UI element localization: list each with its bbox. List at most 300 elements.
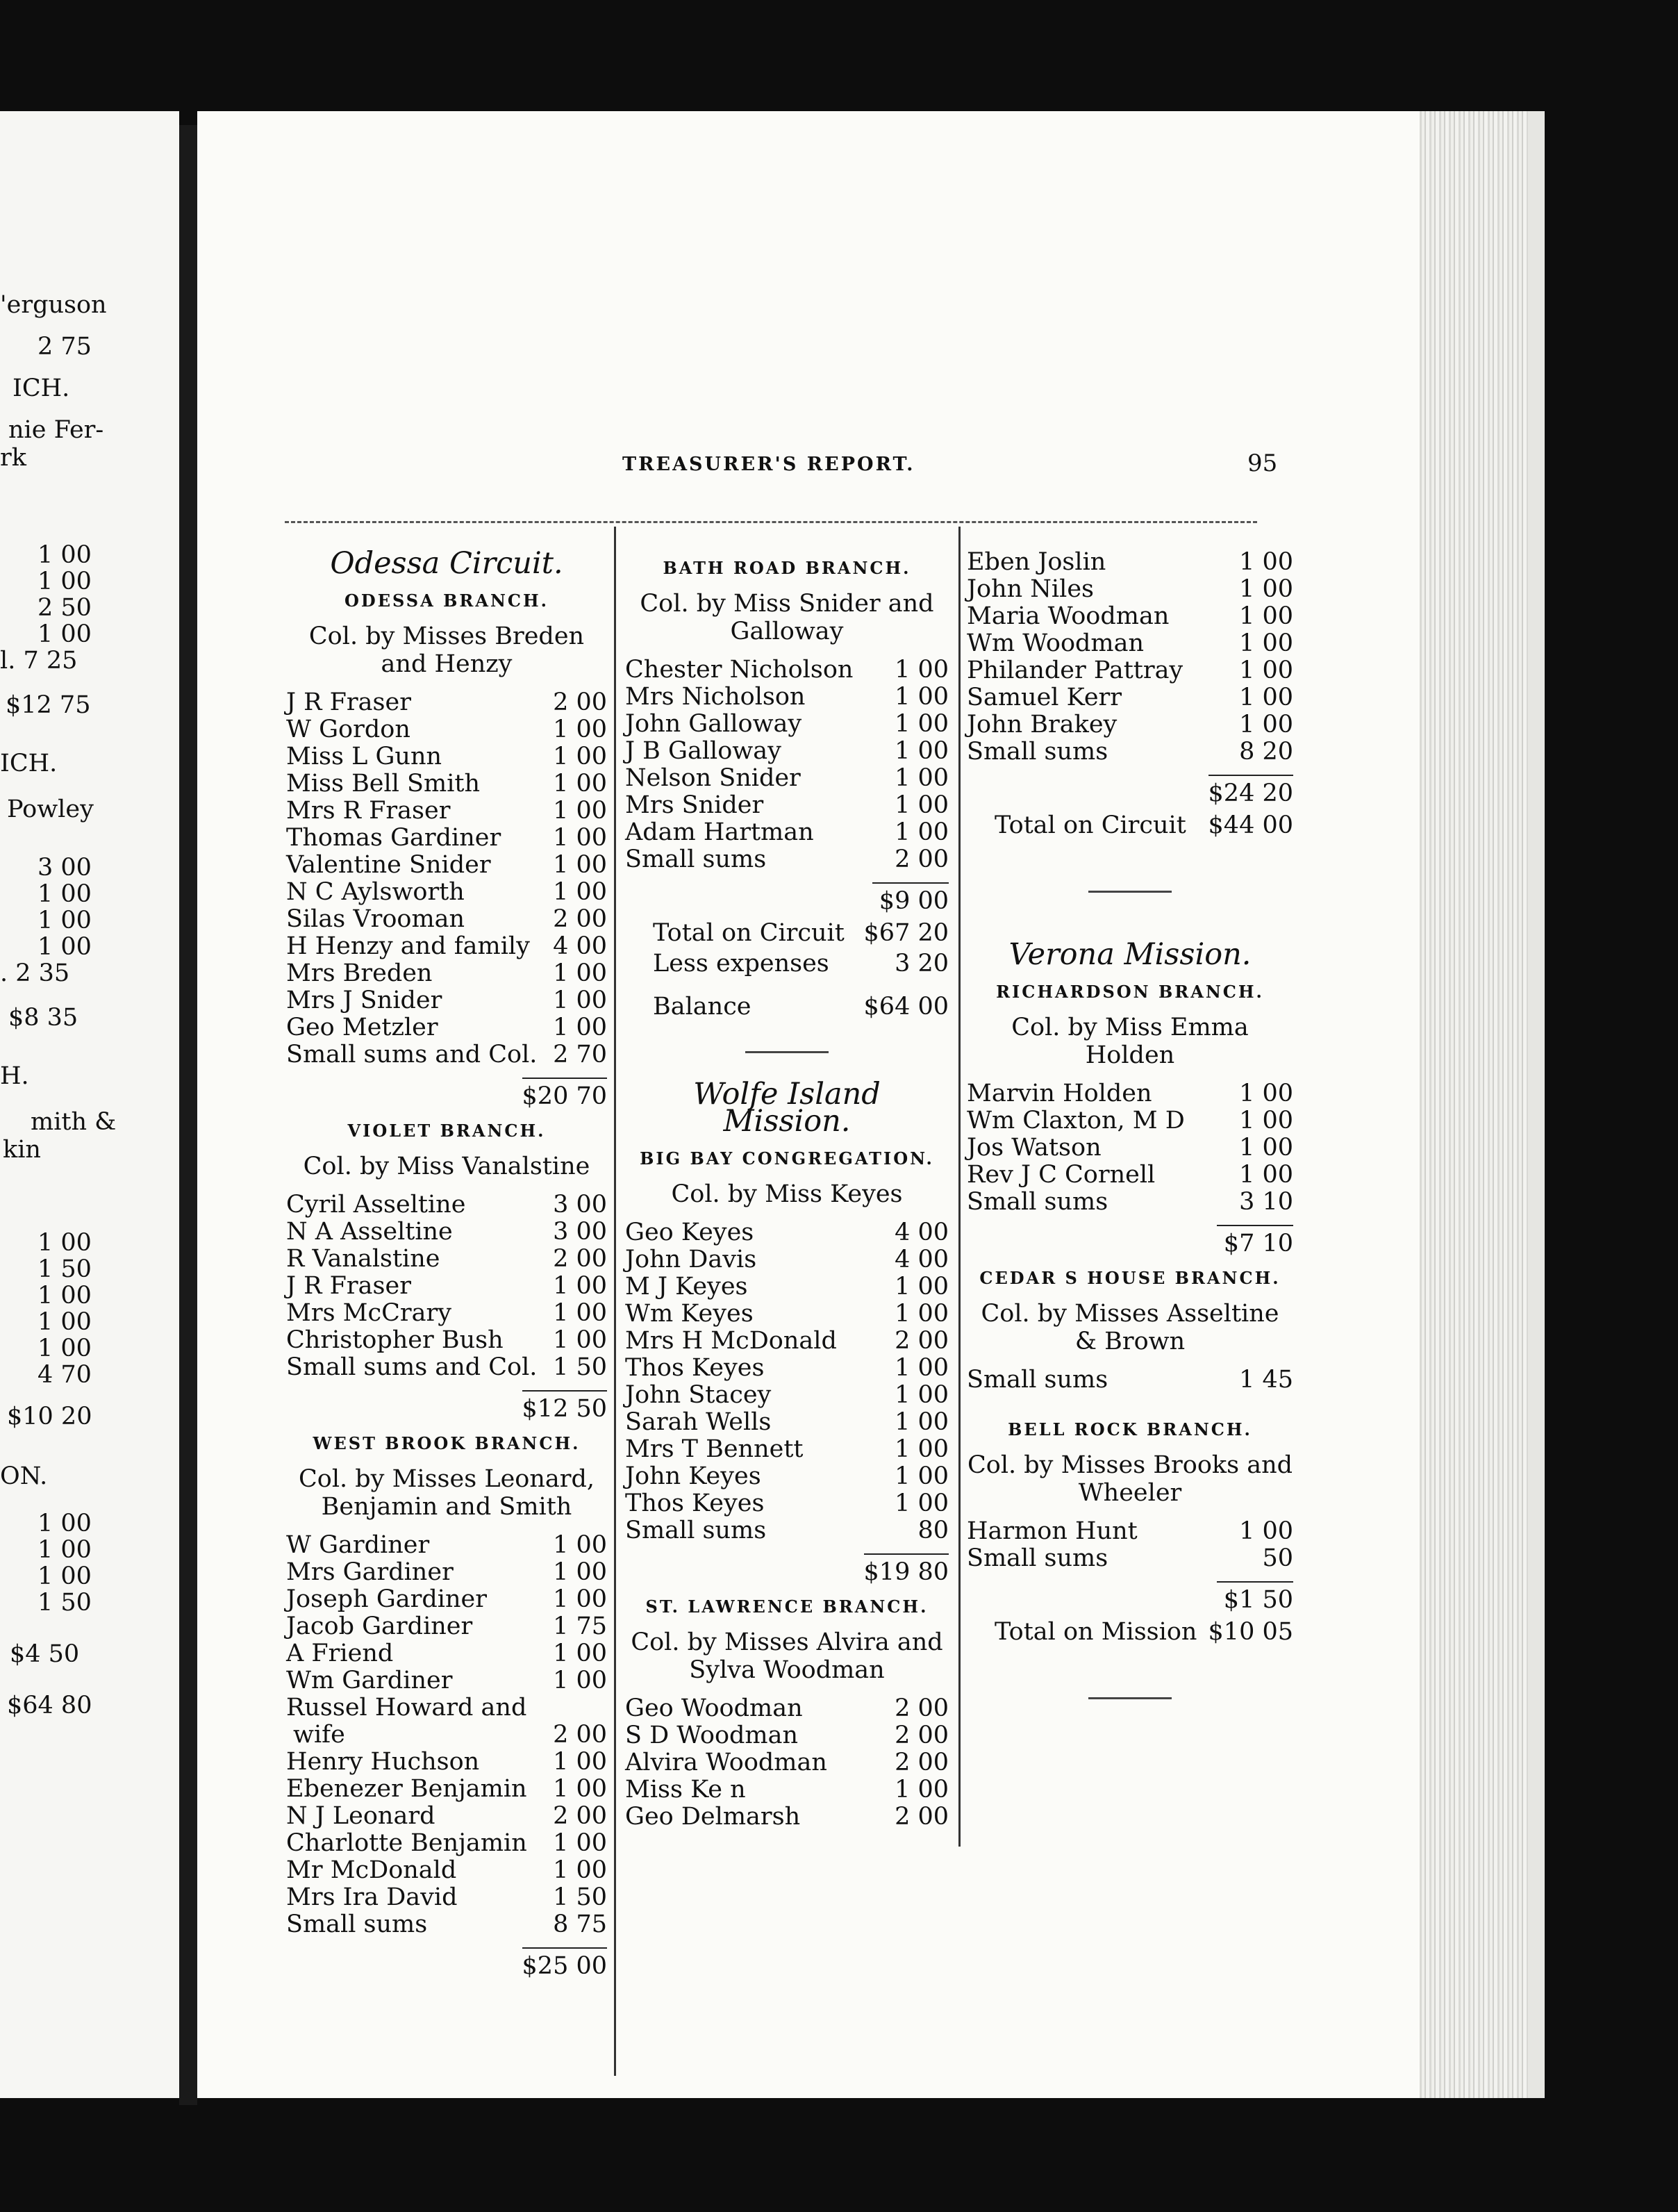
entry-name: John Brakey (967, 711, 1118, 738)
entry-name: Geo Metzler (286, 1014, 438, 1041)
entry-amount: 1 00 (895, 1381, 949, 1409)
entry-amount: 2 00 (895, 1722, 949, 1749)
entry-amount: 2 00 (895, 1803, 949, 1831)
entry-name: H Henzy and family (286, 932, 530, 960)
entry-amount: 1 00 (553, 770, 607, 798)
entry-name: Jacob Gardiner (286, 1612, 473, 1640)
entry-row (286, 1667, 607, 1694)
entry-amount: 1 00 (553, 987, 607, 1014)
entry-amount: 1 00 (553, 1775, 607, 1803)
entry-name: Mrs Snider (625, 791, 764, 819)
left-page-line: 1 00 (38, 1562, 92, 1590)
entry-amount: 1 00 (1239, 1134, 1293, 1162)
entry-row (286, 1273, 607, 1300)
entry-row (286, 1613, 607, 1640)
entry-amount: 4 00 (895, 1246, 949, 1273)
entry-row (286, 852, 607, 879)
entry-amount: 1 00 (895, 1489, 949, 1517)
entry-name: Small sums (286, 1910, 428, 1938)
entry-row (967, 1367, 1293, 1394)
left-page-line: 2 75 (38, 333, 92, 361)
entry-name: John Davis (625, 1246, 757, 1273)
entry-amount: 1 00 (553, 1326, 607, 1354)
entry-name: Joseph Gardiner (286, 1585, 487, 1613)
entry-amount: 1 00 (553, 824, 607, 852)
entry-name: Mrs J Snider (286, 987, 442, 1014)
entry-list (625, 1219, 949, 1544)
entry-name: Henry Huchson (286, 1748, 480, 1776)
entry-amount: 2 00 (553, 688, 607, 716)
entry-row (625, 1382, 949, 1409)
entry-name: N J Leonard (286, 1802, 435, 1830)
entry-name: Small sums and Col. (286, 1041, 538, 1068)
collector-line: Col. by Miss Vanalstine (303, 1153, 590, 1180)
entry-row (625, 1436, 949, 1463)
entry-row (286, 1354, 607, 1381)
left-page-line: 1 00 (38, 907, 92, 934)
entry-amount: 2 70 (553, 1041, 607, 1068)
entry-row (286, 770, 607, 798)
entry-row (286, 987, 607, 1014)
entry-amount: 8 20 (1239, 738, 1293, 766)
entry-amount: 1 00 (895, 656, 949, 684)
entry-amount: 2 00 (895, 1694, 949, 1722)
entry-name: Miss L Gunn (286, 743, 442, 770)
entry-name: Small sums (967, 1188, 1108, 1216)
page-edge-shade (1528, 111, 1545, 2098)
left-page-line: 1 00 (38, 880, 92, 908)
entry-row (967, 1134, 1293, 1162)
left-page-fragment (0, 111, 179, 2098)
branch-heading: CEDAR S HOUSE BRANCH. (979, 1268, 1281, 1288)
entry-amount: 1 00 (895, 737, 949, 765)
left-page-line: Powley (7, 795, 94, 823)
entry-row (625, 819, 949, 846)
collector-line: Col. by Misses Asseltine & Brown (981, 1300, 1279, 1355)
entry-row (625, 1273, 949, 1301)
left-page-line: 1 00 (38, 568, 92, 595)
entry-name: Maria Woodman (967, 602, 1170, 630)
entry-name: W Gordon (286, 716, 410, 743)
left-page-line: 'erguson (0, 291, 107, 319)
left-page-line: $10 20 (7, 1403, 92, 1430)
column-3 (967, 549, 1293, 1748)
entry-row (967, 549, 1293, 576)
entry-row (286, 960, 607, 987)
entry-amount: 1 00 (553, 1829, 607, 1857)
entry-amount: 1 00 (895, 1354, 949, 1382)
entry-row (286, 798, 607, 825)
entry-amount: 1 00 (553, 1640, 607, 1667)
entry-name: Miss Bell Smith (286, 770, 480, 798)
entry-amount: 1 00 (553, 1856, 607, 1884)
entry-amount: 1 00 (895, 683, 949, 711)
entry-name: J B Galloway (625, 737, 781, 765)
entry-amount: 8 75 (553, 1910, 607, 1938)
entry-name: John Keyes (625, 1462, 761, 1490)
entry-amount: 1 00 (553, 1014, 607, 1041)
entry-row (286, 1640, 607, 1667)
entry-amount: 1 00 (1239, 684, 1293, 711)
left-page-line: rk (0, 444, 26, 472)
entry-row (625, 738, 949, 765)
entry-row (286, 1559, 607, 1586)
entry-amount: 1 00 (1239, 548, 1293, 576)
left-page-line: l. 7 25 (0, 647, 78, 675)
entry-name: Small sums (967, 738, 1108, 766)
entry-amount: 1 00 (553, 959, 607, 987)
entry-amount: 1 00 (895, 1408, 949, 1436)
entry-row (625, 1219, 949, 1246)
entry-amount: 1 00 (895, 791, 949, 819)
branch-heading: BELL ROCK BRANCH. (1008, 1419, 1252, 1439)
entry-name: Silas Vrooman (286, 905, 465, 933)
entry-row (967, 711, 1293, 738)
collector-line: Col. by Miss Keyes (671, 1180, 903, 1208)
entry-amount: 1 50 (553, 1353, 607, 1381)
entry-row (286, 906, 607, 933)
entry-name: S D Woodman (625, 1722, 799, 1749)
entry-row (967, 657, 1293, 684)
entry-row (286, 1041, 607, 1068)
entry-amount: 2 00 (553, 1721, 607, 1749)
entry-name: Wm Claxton, M D (967, 1107, 1185, 1134)
entry-row (286, 1300, 607, 1327)
left-page-line: 4 70 (38, 1361, 92, 1389)
left-page-line: 1 00 (38, 1229, 92, 1257)
entry-amount: 1 00 (553, 1299, 607, 1327)
entry-row (286, 689, 607, 716)
entry-name: Mrs R Fraser (286, 797, 451, 825)
entry-name: Harmon Hunt (967, 1517, 1138, 1545)
entry-name: Mrs Gardiner (286, 1558, 454, 1586)
entry-name: A Friend (286, 1640, 394, 1667)
entry-name: J R Fraser (286, 688, 411, 716)
left-page-line: 1 00 (38, 1510, 92, 1537)
book-gutter (179, 125, 197, 2105)
entry-amount: 1 00 (895, 710, 949, 738)
left-page-line: 1 00 (38, 541, 92, 569)
entry-name: Small sums (967, 1544, 1108, 1572)
entry-row (625, 792, 949, 819)
branch-subtotal: $20 70 (286, 1075, 607, 1112)
entry-name: Mrs Nicholson (625, 683, 806, 711)
entry-amount: 1 00 (1239, 602, 1293, 630)
entry-amount: 2 00 (895, 845, 949, 873)
column-2 (625, 549, 949, 1831)
left-page-line: 2 50 (38, 594, 92, 622)
entry-row (967, 1545, 1293, 1572)
entry-row (286, 933, 607, 960)
entry-amount: 1 00 (1239, 629, 1293, 657)
branch-heading: BATH ROAD BRANCH. (663, 558, 911, 578)
section-divider (745, 1051, 829, 1053)
entry-amount: 1 00 (553, 851, 607, 879)
section-divider (1088, 891, 1172, 893)
entry-row (286, 1694, 607, 1722)
entry-row (286, 1803, 607, 1830)
entry-name: Marvin Holden (967, 1080, 1152, 1107)
left-page-line: $8 35 (8, 1004, 78, 1032)
entry-amount: 1 00 (1239, 1161, 1293, 1189)
entry-amount: 1 00 (553, 1667, 607, 1694)
entry-name: R Vanalstine (286, 1245, 440, 1273)
column-divider (958, 527, 961, 1847)
collector-line: Col. by Misses Brooks and Wheeler (967, 1451, 1293, 1507)
entry-row (967, 738, 1293, 766)
entry-row (625, 765, 949, 792)
entry-amount: 2 00 (895, 1327, 949, 1355)
collector-line: Col. by Misses Alvira and Sylva Woodman (631, 1628, 943, 1684)
entry-name: Mr McDonald (286, 1856, 457, 1884)
entry-amount: 1 00 (895, 1435, 949, 1463)
expenses-row: Less expenses 3 20 (653, 949, 949, 977)
entry-name: Charlotte Benjamin (286, 1829, 527, 1857)
collector-line: Col. by Misses Breden and Henzy (308, 622, 585, 678)
left-page-line: 1 50 (38, 1255, 92, 1283)
entry-amount: 1 00 (1239, 575, 1293, 603)
entry-row (625, 1490, 949, 1517)
circuit-total: Total on Circuit $67 20 (653, 918, 949, 947)
left-page-line: $4 50 (10, 1640, 80, 1668)
entry-amount: 3 00 (553, 1191, 607, 1219)
entry-name: J R Fraser (286, 1272, 411, 1300)
mission-heading: Verona Mission. (1008, 937, 1252, 972)
entry-row (625, 1517, 949, 1544)
branch-heading: ODESSA BRANCH. (344, 591, 549, 611)
entry-list (967, 1518, 1293, 1572)
collector-line: Col. by Misses Leonard, Benjamin and Smith (298, 1465, 595, 1521)
entry-row (286, 1857, 607, 1884)
entry-name: Mrs H McDonald (625, 1327, 837, 1355)
left-page-line: ICH. (0, 750, 58, 777)
entry-row (286, 1722, 607, 1749)
entry-name: Adam Hartman (625, 818, 814, 846)
entry-row (286, 1532, 607, 1559)
entry-name: Ebenezer Benjamin (286, 1775, 527, 1803)
entry-row (625, 1301, 949, 1328)
entry-name: W Gardiner (286, 1531, 430, 1559)
entry-amount: 1 00 (895, 1300, 949, 1328)
entry-row (625, 1355, 949, 1382)
entry-amount: 3 10 (1239, 1188, 1293, 1216)
left-page-line: H. (0, 1062, 29, 1090)
entry-row (625, 711, 949, 738)
left-page-line: 1 00 (38, 1335, 92, 1362)
entry-row (625, 1776, 949, 1804)
entry-row (286, 1246, 607, 1273)
entry-name: Christopher Bush (286, 1326, 504, 1354)
branch-subtotal: $24 20 (967, 773, 1293, 809)
entry-amount: 1 00 (895, 1776, 949, 1804)
entry-name: Mrs Ira David (286, 1883, 458, 1911)
entry-list (625, 657, 949, 873)
entry-row (286, 743, 607, 770)
entry-row (625, 846, 949, 873)
entry-amount: 1 00 (895, 764, 949, 792)
entry-amount: 4 00 (553, 932, 607, 960)
entry-row (967, 1518, 1293, 1545)
entry-name: Miss Ke n (625, 1776, 746, 1804)
entry-amount: 1 00 (553, 743, 607, 770)
circuit-heading: Odessa Circuit. (330, 546, 563, 581)
entry-list (967, 1367, 1293, 1394)
entry-row (286, 1191, 607, 1219)
branch-heading: RICHARDSON BRANCH. (996, 982, 1264, 1002)
entry-row (625, 684, 949, 711)
entry-row (625, 1246, 949, 1273)
entry-name: Russel Howard and (286, 1694, 527, 1722)
entry-row (967, 1162, 1293, 1189)
entry-row (286, 1911, 607, 1938)
entry-name: Nelson Snider (625, 764, 801, 792)
entry-name: Geo Delmarsh (625, 1803, 801, 1831)
entry-name: John Stacey (625, 1381, 772, 1409)
branch-heading: VIOLET BRANCH. (347, 1121, 546, 1141)
entry-name: Small sums (967, 1366, 1108, 1394)
left-page-line: kin (3, 1136, 41, 1164)
entry-row (967, 1107, 1293, 1134)
entry-name: N A Asseltine (286, 1218, 453, 1246)
left-page-line: ICH. (13, 374, 70, 402)
entry-name: N C Aylsworth (286, 878, 465, 906)
entry-name: Wm Woodman (967, 629, 1145, 657)
left-page-line: nie Fer- (8, 416, 104, 444)
branch-subtotal: $9 00 (625, 880, 949, 916)
entry-row (625, 1328, 949, 1355)
entry-amount: 1 00 (1239, 657, 1293, 684)
entry-amount: 1 00 (553, 878, 607, 906)
entry-list (286, 1191, 607, 1381)
branch-heading: BIG BAY CONGREGATION. (640, 1148, 934, 1169)
entry-amount: 1 00 (895, 818, 949, 846)
entry-amount: 1 00 (553, 1272, 607, 1300)
page-number: 95 (1247, 449, 1278, 477)
entry-list (625, 1695, 949, 1831)
entry-amount: 2 00 (553, 1245, 607, 1273)
entry-row (286, 1776, 607, 1803)
entry-name: Thos Keyes (625, 1354, 765, 1382)
left-page-line: $12 75 (6, 691, 91, 719)
branch-subtotal: $7 10 (967, 1223, 1293, 1259)
entry-name: Eben Joslin (967, 548, 1106, 576)
entry-row (286, 1219, 607, 1246)
entry-name: Small sums (625, 1517, 767, 1544)
entry-row (967, 684, 1293, 711)
entry-name: Wm Gardiner (286, 1667, 453, 1694)
entry-row (286, 879, 607, 906)
entry-row (286, 1830, 607, 1857)
entry-row (625, 1722, 949, 1749)
left-page-line: 1 50 (38, 1589, 92, 1617)
entry-amount: 2 00 (553, 905, 607, 933)
entry-name: Thos Keyes (625, 1489, 765, 1517)
page-edges (1420, 111, 1545, 2098)
entry-amount: 1 50 (553, 1883, 607, 1911)
entry-row (625, 1804, 949, 1831)
entry-list (286, 689, 607, 1068)
column-1 (286, 542, 607, 1981)
entry-name: Wm Keyes (625, 1300, 754, 1328)
entry-name: Jos Watson (967, 1134, 1102, 1162)
entry-amount: 1 00 (1239, 1107, 1293, 1134)
entry-name: John Galloway (625, 710, 802, 738)
entry-name: Mrs T Bennett (625, 1435, 804, 1463)
entry-name: Cyril Asseltine (286, 1191, 466, 1219)
entry-amount (540, 1694, 607, 1722)
entry-row (967, 1189, 1293, 1216)
entry-amount: 4 00 (895, 1219, 949, 1246)
entry-row (286, 1014, 607, 1041)
entry-row (286, 1884, 607, 1911)
entry-row (625, 1409, 949, 1436)
mission-heading: Wolfe Island Mission. (693, 1077, 881, 1139)
entry-name: Alvira Woodman (625, 1749, 827, 1776)
entry-name: Small sums and Col. (286, 1353, 538, 1381)
branch-heading: WEST BROOK BRANCH. (313, 1433, 581, 1453)
running-title: TREASURER'S REPORT. (622, 454, 915, 475)
entry-name: Philander Pattray (967, 657, 1183, 684)
entry-name: M J Keyes (625, 1273, 748, 1301)
left-page-line: 1 00 (38, 1282, 92, 1310)
entry-name: Thomas Gardiner (286, 824, 501, 852)
entry-name: Sarah Wells (625, 1408, 772, 1436)
left-page-line: 1 00 (38, 620, 92, 648)
branch-subtotal: $1 50 (967, 1579, 1293, 1615)
entry-amount: 1 00 (553, 1531, 607, 1559)
left-page-line: 3 00 (38, 854, 92, 882)
entry-row (967, 576, 1293, 603)
left-page-line: ON. (0, 1462, 48, 1490)
column-divider (614, 527, 616, 2076)
entry-row (967, 1080, 1293, 1107)
entry-amount: 1 00 (1239, 1080, 1293, 1107)
entry-name: Geo Woodman (625, 1694, 803, 1722)
entry-amount: 3 00 (553, 1218, 607, 1246)
entry-row (286, 1327, 607, 1354)
branch-subtotal: $19 80 (625, 1551, 949, 1587)
entry-name: Valentine Snider (286, 851, 491, 879)
entry-amount: 50 (1262, 1544, 1293, 1572)
entry-amount: 1 00 (553, 1585, 607, 1613)
entry-amount: 1 00 (895, 1273, 949, 1301)
mission-total: Total on Mission $10 05 (995, 1617, 1293, 1646)
entry-name: Chester Nicholson (625, 656, 854, 684)
entry-amount: 2 00 (895, 1749, 949, 1776)
circuit-total: Total on Circuit $44 00 (995, 811, 1293, 839)
entry-row (286, 1749, 607, 1776)
entry-amount: 1 00 (553, 1748, 607, 1776)
left-page-line: mith & (31, 1108, 117, 1136)
entry-amount: 1 45 (1239, 1366, 1293, 1394)
branch-heading: ST. LAWRENCE BRANCH. (645, 1596, 929, 1617)
entry-name: Samuel Kerr (967, 684, 1122, 711)
header-rule (285, 521, 1257, 523)
report-page (197, 111, 1420, 2098)
entry-row (967, 630, 1293, 657)
entry-row (286, 1586, 607, 1613)
entry-name: Mrs McCrary (286, 1299, 451, 1327)
entry-name: Small sums (625, 845, 767, 873)
entry-amount: 1 00 (1239, 711, 1293, 738)
entry-row (286, 716, 607, 743)
entry-list (967, 1080, 1293, 1216)
entry-row (625, 1695, 949, 1722)
left-page-line: 1 00 (38, 1308, 92, 1336)
entry-name: Rev J C Cornell (967, 1161, 1156, 1189)
entry-name: John Niles (967, 575, 1094, 603)
entry-row (625, 1749, 949, 1776)
